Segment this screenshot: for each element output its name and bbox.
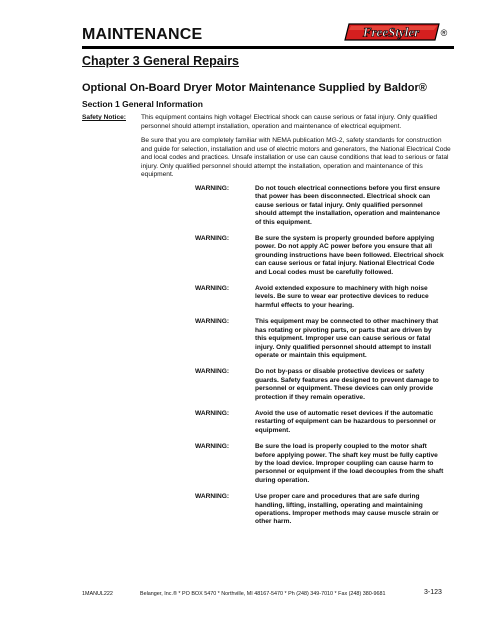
footer-company-info: Belanger, Inc.® * PO BOX 5470 * Northville, MI 48167-5470 * Ph (248) 349-7010 * Fax (248) 380-9681 — [140, 591, 386, 597]
warning-label: WARNING: — [195, 443, 230, 451]
warning-label: WARNING: — [195, 318, 230, 326]
warning-item — [195, 185, 457, 227]
warning-label: WARNING: — [195, 285, 230, 293]
warning-text: Avoid extended exposure to machinery with high noise levels. Be sure to wear ear protective devices to reduce harmful effects to your hearing. — [255, 285, 429, 309]
header-rule — [82, 46, 454, 49]
warning-text: Be sure the system is properly grounded before applying power. Do not apply AC power before you ensure that all grounding instructions have been followed. Electrical shock can cause serious or fatal injury. National Electrical Code and Local codes must be carefully followed. — [255, 235, 444, 276]
warnings-list — [195, 185, 457, 535]
warning-item — [195, 410, 457, 435]
footer-doc-id: 1MANUL222 — [82, 591, 113, 597]
section-subheading: Section 1 General Information — [82, 99, 203, 109]
warning-text: This equipment may be connected to other machinery that has rotating or pivoting parts, or parts that are driven by this equipment. Improper use can cause serious or fatal injury. Only qualified personnel should attempt to install operate or maintain this equipment. — [255, 318, 439, 359]
warning-label: WARNING: — [195, 368, 230, 376]
warning-label: WARNING: — [195, 493, 230, 501]
warning-label: WARNING: — [195, 185, 230, 192]
warning-item — [195, 285, 457, 310]
warning-text: Avoid the use of automatic reset devices if the automatic restarting of equipment can be hazardous to personnel or equipment. — [255, 409, 436, 434]
chapter-heading: Chapter 3 General Repairs — [82, 54, 240, 68]
warning-label: WARNING: — [195, 409, 230, 417]
warning-item — [195, 493, 457, 527]
logo-text: FreeStyler — [362, 24, 420, 40]
warning-item — [195, 318, 457, 360]
warning-text: Use proper care and procedures that are safe during handling, lifting, installing, operating and maintaining operations. Improper methods may cause muscle strain or other harm. — [255, 493, 439, 526]
freestyler-logo — [343, 21, 451, 43]
safety-notice-label: Safety Notice: — [82, 114, 126, 121]
warning-label: WARNING: — [195, 235, 230, 243]
page-number: 3-123 — [424, 589, 442, 596]
warning-item — [195, 443, 457, 485]
registered-mark: ® — [440, 28, 448, 38]
warning-text: Do not touch electrical connections before you first ensure that power has been disconnected. Electrical shock can cause serious or fatal injury. Only qualified personnel should attempt the installation, operation and maintenance of this equipment. — [255, 185, 441, 226]
safety-notice-paragraph-2: Be sure that you are completely familiar with NEMA publication MG-2, safety standards for construction and guide for selection, installation and use of electric motors and generators, the National Electrical Code and local codes and practices. Unsafe installation or use can cause conditions that lead to serious or fatal injury. Only qualified personnel should attempt the installation, operation and maintenance of this equipment. — [141, 137, 451, 179]
safety-notice-paragraph-1: This equipment contains high voltage! Electrical shock can cause serious or fatal injury. Only qualified personnel should attempt installation, operation and maintenance of electrical equipment. — [141, 114, 438, 130]
warning-text: Be sure the load is properly coupled to the motor shaft before applying power. The shaft key must be fully captive by the load device. Improper coupling can cause harm to personnel or equipment if the load decouples from the shaft during operation. — [255, 443, 444, 484]
warning-text: Do not by-pass or disable protective devices or safety guards. Safety features are designed to prevent damage to personnel or equipment. These devices can only provide protection if they remain operative. — [255, 368, 439, 401]
section-title: Optional On-Board Dryer Motor Maintenance Supplied by Baldor® — [82, 82, 427, 94]
page-header-title: MAINTENANCE — [82, 26, 203, 43]
warning-item — [195, 368, 457, 402]
warning-item — [195, 235, 457, 277]
